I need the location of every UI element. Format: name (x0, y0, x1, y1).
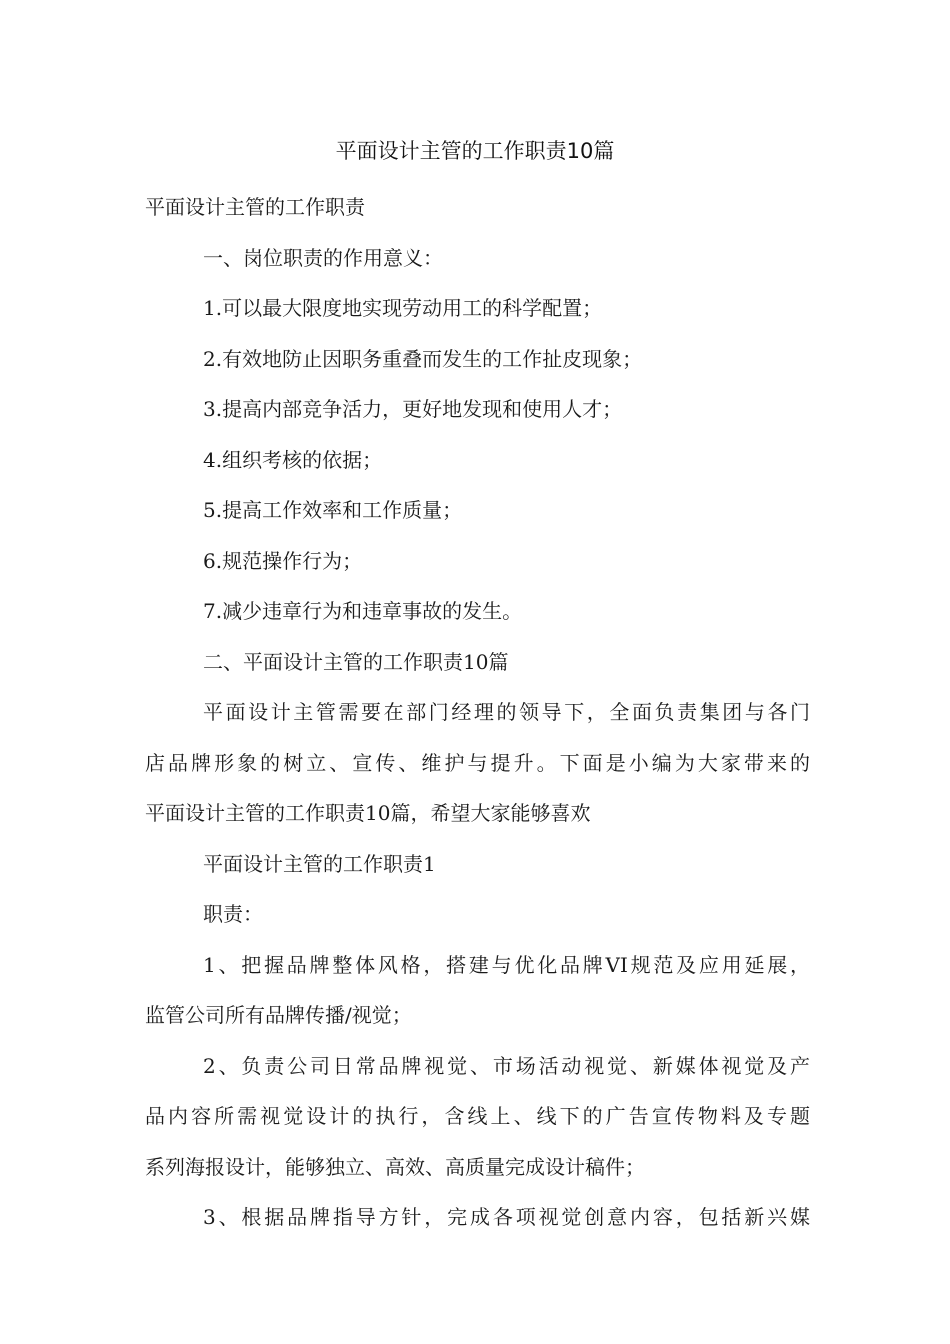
paragraph-duty-2 (145, 1041, 810, 1193)
list-item: 6.规范操作行为； (203, 548, 363, 573)
paragraph-line: 平面设计主管的工作职责10篇，希望大家能够喜欢 (145, 801, 591, 825)
list-item: 4.组织考核的依据； (203, 447, 383, 472)
paragraph-line: 品内容所需视觉设计的执行，含线上、线下的广告宣传物料及专题 (145, 1104, 810, 1128)
paragraph-intro (145, 687, 810, 839)
paragraph-subheading: 平面设计主管的工作职责1 (203, 851, 436, 876)
paragraph-line: 3、根据品牌指导方针，完成各项视觉创意内容，包括新兴媒 (203, 1205, 810, 1229)
paragraph-line: 监管公司所有品牌传播/视觉； (145, 1003, 412, 1027)
list-item: 1.可以最大限度地实现劳动用工的科学配置； (203, 296, 603, 320)
paragraph-duty-3 (145, 1192, 810, 1243)
paragraph-line: 平面设计主管需要在部门经理的领导下，全面负责集团与各门 (203, 700, 810, 724)
paragraph-line: 2、负责公司日常品牌视觉、市场活动视觉、新媒体视觉及产 (203, 1053, 810, 1078)
paragraph-section-one: 一、岗位职责的作用意义： (203, 245, 443, 270)
paragraph-heading: 平面设计主管的工作职责 (145, 195, 365, 219)
document-title: 平面设计主管的工作职责10篇 (335, 139, 615, 163)
list-item: 5.提高工作效率和工作质量； (203, 498, 463, 522)
paragraph-label: 职责： (203, 902, 263, 926)
paragraph-line: 1、把握品牌整体风格，搭建与优化品牌VI规范及应用延展， (203, 952, 810, 977)
document-body (145, 182, 810, 1243)
list-item: 3.提高内部竞争活力，更好地发现和使用人才； (203, 397, 623, 421)
paragraph-line: 系列海报设计，能够独立、高效、高质量完成设计稿件； (145, 1154, 645, 1179)
list-item: 7.减少违章行为和违章事故的发生。 (203, 599, 523, 623)
list-item: 2.有效地防止因职务重叠而发生的工作扯皮现象； (203, 346, 643, 371)
paragraph-line: 店品牌形象的树立、宣传、维护与提升。下面是小编为大家带来的 (145, 750, 810, 775)
paragraph-section-two: 二、平面设计主管的工作职责10篇 (203, 649, 509, 674)
paragraph-duty-1 (145, 940, 810, 1041)
